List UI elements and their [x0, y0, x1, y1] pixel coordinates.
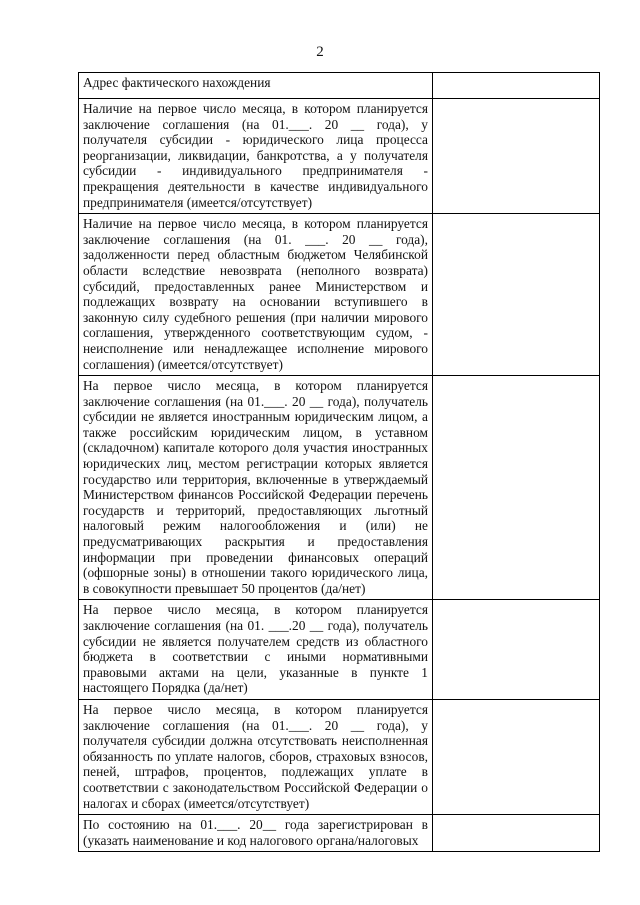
row-value-field[interactable]	[433, 376, 600, 600]
row-label: На первое число месяца, в котором планируется заключение соглашения (на 01.___. 20 __ года), у получателя субсидии должна отсутствовать неисполненная обязанность по уплате налогов, сборов, страховых взносов, пеней, штрафов, процентов, подлежащих уплате в соответствии с законодательством Российской Федерации о налогах и сборах (имеется/отсутствует)	[79, 699, 433, 814]
table-row	[79, 376, 600, 600]
row-value-field[interactable]	[433, 815, 600, 852]
row-label: По состоянию на 01.___. 20__ года зарегистрирован в (указать наименование и код налогового органа/налоговых	[79, 815, 433, 852]
table-row	[79, 600, 600, 700]
row-value-field[interactable]	[433, 99, 600, 214]
row-label: На первое число месяца, в котором планируется заключение соглашения (на 01. ___.20 __ года), получатель субсидии не является получателем средств из областного бюджета в соответствии с иными нормативными правовыми актами на цели, указанные в пункте 1 настоящего Порядка (да/нет)	[79, 600, 433, 700]
table-row	[79, 699, 600, 814]
row-label: Наличие на первое число месяца, в котором планируется заключение соглашения (на 01.___. 20 __ года), у получателя субсидии - юридического лица процесса реорганизации, ликвидации, банкротства, а у получателя субсидии - индивидуального предпринимателя - прекращения деятельности в качестве индивидуального предпринимателя (имеется/отсутствует)	[79, 99, 433, 214]
form-table	[78, 72, 600, 852]
table-row	[79, 214, 600, 376]
row-value-field[interactable]	[433, 699, 600, 814]
table-row	[79, 73, 600, 99]
row-value-field[interactable]	[433, 600, 600, 700]
row-label: Адрес фактического нахождения	[79, 73, 433, 99]
row-label: На первое число месяца, в котором планируется заключение соглашения (на 01.___. 20 __ года), получатель субсидии не является иностранным юридическим лицом, а также российским юридическим лицом, в уставном (складочном) капитале которого доля участия иностранных юридических лиц, местом регистрации которых является государство или территория, включенные в утверждаемый Министерством финансов Российской Федерации перечень государств и территорий, предоставляющих льготный налоговый режим налогообложения и (или) не предусматривающих раскрытия и предоставления информации при проведении финансовых операций (офшорные зоны) в отношении такого юридического лица, в совокупности превышает 50 процентов (да/нет)	[79, 376, 433, 600]
row-label: Наличие на первое число месяца, в котором планируется заключение соглашения (на 01. ___. 20 __ года), задолженности перед областным бюджетом Челябинской области вследствие невозврата (неполного возврата) субсидий, предоставленных ранее Министерством и подлежащих возврату на основании вступившего в законную силу судебного решения (при наличии мирового соглашения, утвержденного соответствующим судом, - неисполнение или ненадлежащее исполнение мирового соглашения) (имеется/отсутствует)	[79, 214, 433, 376]
table-row	[79, 99, 600, 214]
table-row	[79, 815, 600, 852]
row-value-field[interactable]	[433, 73, 600, 99]
page-number: 2	[316, 44, 324, 60]
row-value-field[interactable]	[433, 214, 600, 376]
